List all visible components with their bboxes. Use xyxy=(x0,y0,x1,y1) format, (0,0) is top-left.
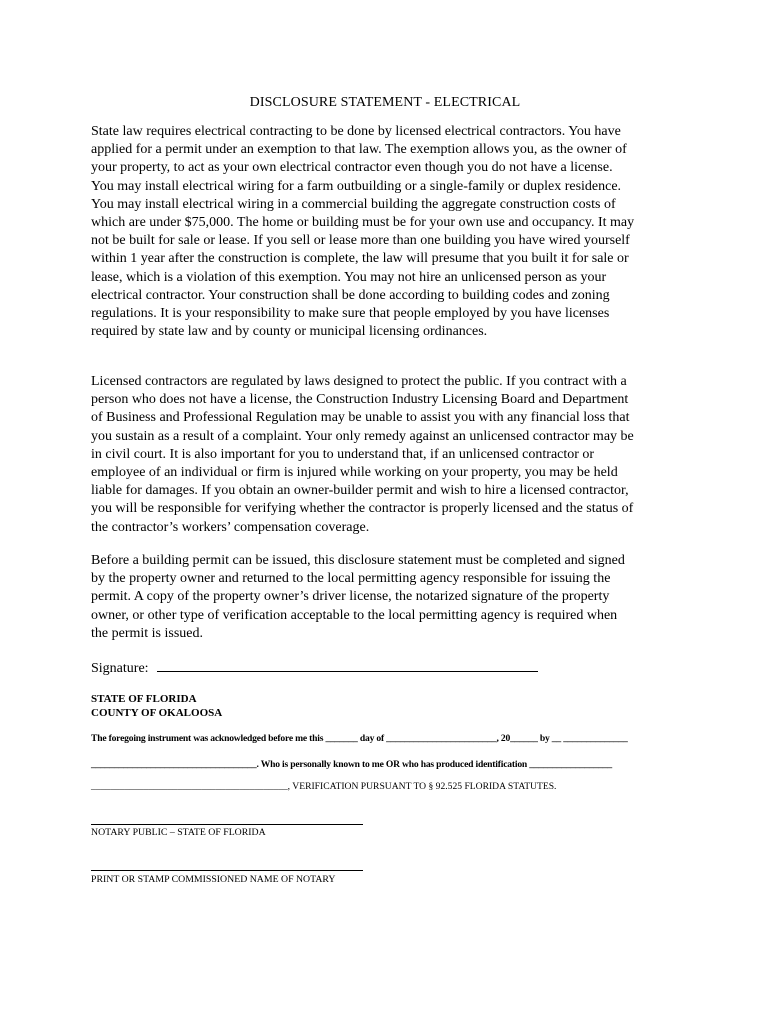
signature-row xyxy=(91,659,538,678)
paragraph-line: person who does not have a license, the Construction Industry Licensing Board and Department xyxy=(91,392,629,408)
state-label: STATE OF FLORIDA xyxy=(91,693,197,705)
paragraph-line: you sustain as a result of a complaint. Your only remedy against an unlicensed contractor may be xyxy=(91,428,634,444)
paragraph-line: Before a building permit can be issued, this disclosure statement must be completed and signed xyxy=(91,553,625,568)
paragraph-line: Licensed contractors are regulated by laws designed to protect the public. If you contract with a xyxy=(91,374,627,389)
acknowledgement-line: The foregoing instrument was acknowledged before me this _______ day of ________________________, 20______ by __ ______________ xyxy=(91,733,628,744)
signature-label: Signature: xyxy=(91,661,149,676)
paragraph-line: applied for a permit under an exemption to that law. The exemption allows you, as the owner of xyxy=(91,142,627,158)
paragraph-permit-requirements xyxy=(91,552,681,643)
county-label: COUNTY OF OKALOOSA xyxy=(91,707,223,719)
paragraph-line: not be built for sale or lease. If you sell or lease more than one building you have wired yourself xyxy=(91,233,630,249)
notary-signature-line[interactable] xyxy=(91,824,363,825)
paragraph-line: liable for damages. If you obtain an owner-builder permit and wish to hire a licensed contractor, xyxy=(91,483,629,499)
notary-name-line[interactable] xyxy=(91,870,363,871)
identification-line: ____________________________________. Who is personally known to me OR who has produced identification __________________ xyxy=(91,759,612,770)
paragraph-line: lease, which is a violation of this exemption. You may not hire an unlicensed person as your xyxy=(91,269,607,285)
paragraph-line: You may install electrical wiring in a commercial building the aggregate construction costs of xyxy=(91,196,616,212)
paragraph-line: by the property owner and returned to the local permitting agency responsible for issuing the xyxy=(91,571,611,587)
paragraph-line: within 1 year after the construction is complete, the law will presume that you built it for sale or xyxy=(91,251,629,267)
paragraph-line: permit. A copy of the property owner’s driver license, the notarized signature of the property xyxy=(91,589,610,605)
paragraph-line: in civil court. It is also important for you to understand that, if an unlicensed contractor or xyxy=(91,446,595,462)
signature-line[interactable] xyxy=(157,659,538,672)
paragraph-line: State law requires electrical contracting to be done by licensed electrical contractors. You have xyxy=(91,124,621,139)
paragraph-line: employee of an individual or firm is injured while working on your property, you may be held xyxy=(91,465,618,481)
paragraph-line: of Business and Professional Regulation may be unable to assist you with any financial loss that xyxy=(91,410,630,426)
paragraph-owner-exemption xyxy=(91,123,681,341)
paragraph-line: owner, or other type of verification acceptable to the local permitting agency is required when xyxy=(91,607,618,623)
paragraph-line: which are under $75,000. The home or building must be for your own use and occupancy. It may xyxy=(91,215,635,231)
verification-line: _________________________________________, VERIFICATION PURSUANT TO § 92.525 FLORIDA STATUTES. xyxy=(91,781,557,792)
paragraph-line: required by state law and by county or municipal licensing ordinances. xyxy=(91,324,488,340)
paragraph-line: the contractor’s workers’ compensation coverage. xyxy=(91,519,370,535)
document-title: DISCLOSURE STATEMENT - ELECTRICAL xyxy=(249,95,521,110)
jurisdiction-block xyxy=(91,692,222,720)
notary-caption: NOTARY PUBLIC – STATE OF FLORIDA xyxy=(91,827,266,838)
notary-name-caption: PRINT OR STAMP COMMISSIONED NAME OF NOTARY xyxy=(91,874,336,885)
paragraph-line: electrical contractor. Your construction shall be done according to building codes and zoning xyxy=(91,287,610,303)
paragraph-line: the permit is issued. xyxy=(91,625,203,641)
paragraph-licensed-contractors xyxy=(91,373,681,537)
paragraph-line: You may install electrical wiring for a farm outbuilding or a single-family or duplex residence. xyxy=(91,178,622,194)
paragraph-line: your property, to act as your own electrical contractor even though you do not have a license. xyxy=(91,160,613,176)
paragraph-line: regulations. It is your responsibility to make sure that people employed by you have licenses xyxy=(91,306,610,322)
paragraph-line: you will be responsible for verifying whether the contractor is properly licensed and the status of xyxy=(91,501,634,517)
